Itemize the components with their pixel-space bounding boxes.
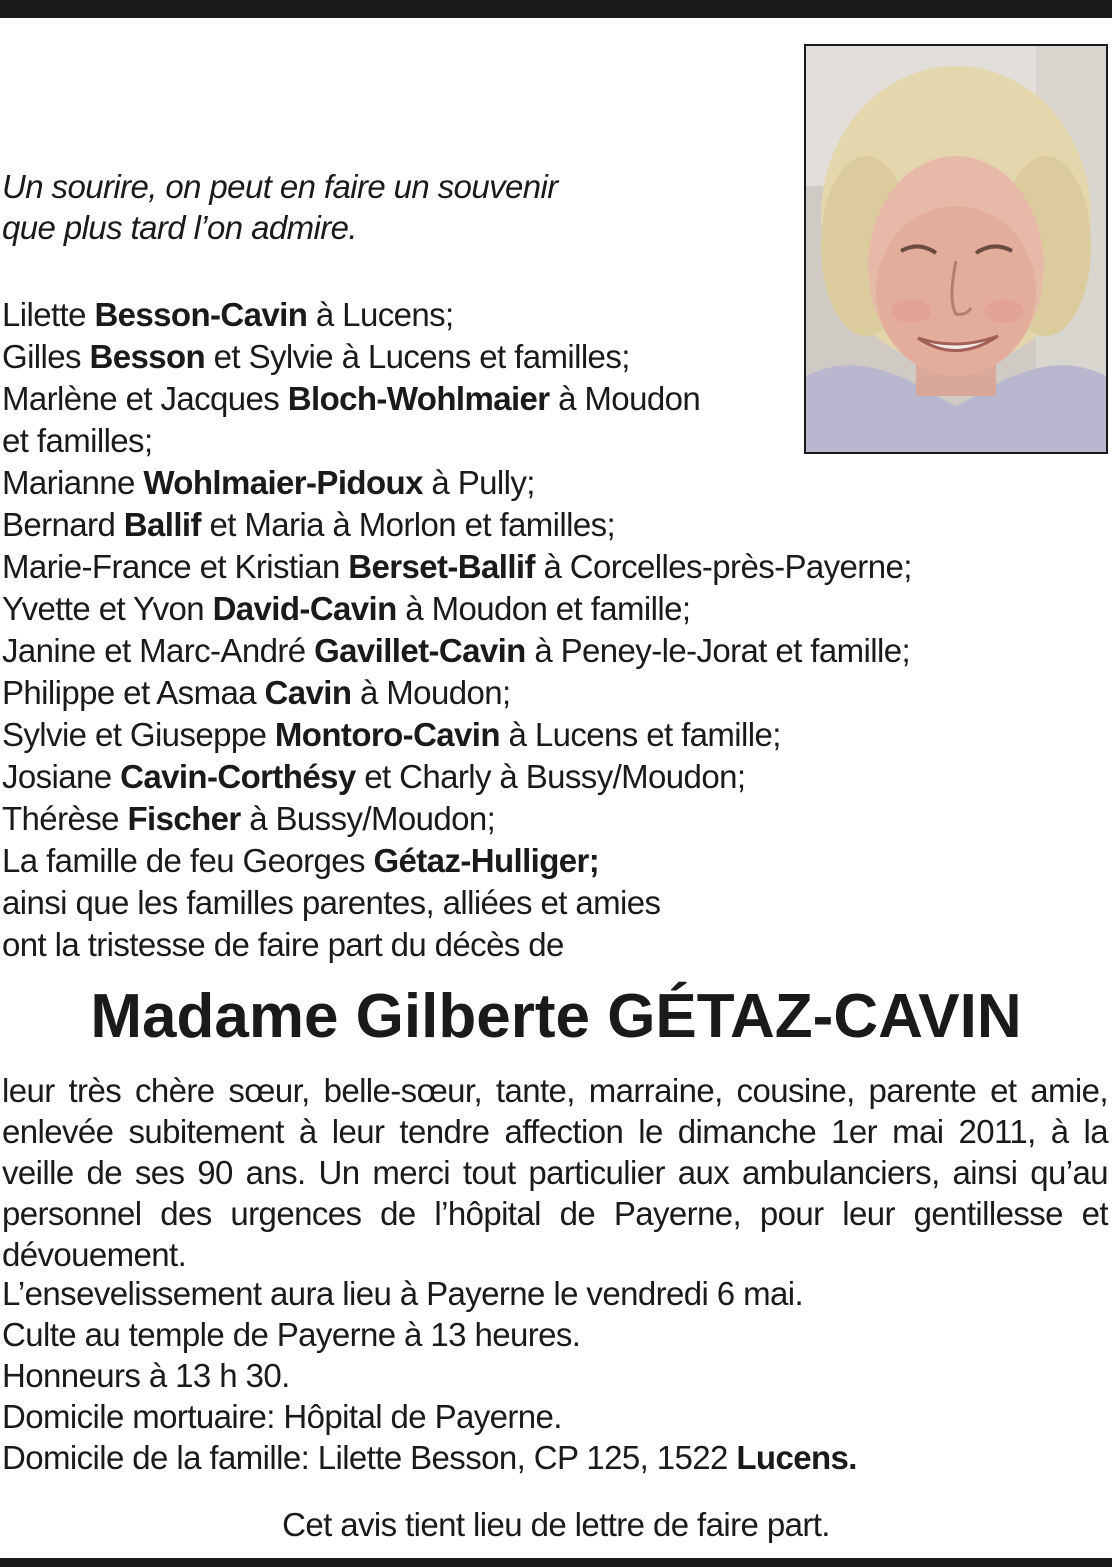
family-line: et familles; <box>2 422 153 459</box>
footer-note: Cet avis tient lieu de lettre de faire part. <box>282 1506 830 1543</box>
family-line: Marie-France et Kristian Berset-Ballif à Corcelles-près-Payerne; <box>2 548 912 585</box>
epigraph-quote <box>2 166 558 248</box>
family-line: Sylvie et Giuseppe Montoro-Cavin à Lucens et famille; <box>2 716 781 753</box>
family-line: Yvette et Yvon David-Cavin à Moudon et famille; <box>2 590 691 627</box>
quote-line-2: que plus tard l’on admire. <box>2 209 357 246</box>
mortuary-line: Domicile mortuaire: Hôpital de Payerne. <box>2 1398 562 1435</box>
bottom-rule <box>0 1558 1112 1567</box>
family-line: Lilette Besson-Cavin à Lucens; <box>2 296 454 333</box>
top-rule <box>0 0 1112 18</box>
service-line: Culte au temple de Payerne à 13 heures. <box>2 1316 581 1353</box>
family-line: Bernard Ballif et Maria à Morlon et familles; <box>2 506 616 543</box>
family-list <box>2 294 912 966</box>
burial-line: L’ensevelissement aura lieu à Payerne le vendredi 6 mai. <box>2 1275 804 1312</box>
deceased-name: Madame Gilberte GÉTAZ-CAVIN <box>90 982 1022 1051</box>
family-line: ainsi que les familles parentes, alliées et amies <box>2 884 661 921</box>
family-line: Philippe et Asmaa Cavin à Moudon; <box>2 674 511 711</box>
family-line: Thérèse Fischer à Bussy/Moudon; <box>2 800 496 837</box>
family-line: ont la tristesse de faire part du décès de <box>2 926 564 963</box>
family-line: Josiane Cavin-Corthésy et Charly à Bussy/Moudon; <box>2 758 746 795</box>
family-line: La famille de feu Georges Gétaz-Hulliger; <box>2 842 600 879</box>
family-line: Janine et Marc-André Gavillet-Cavin à Peney-le-Jorat et famille; <box>2 632 911 669</box>
family-line: Marianne Wohlmaier-Pidoux à Pully; <box>2 464 535 501</box>
family-address-line: Domicile de la famille: Lilette Besson, CP 125, 1522 Lucens. <box>2 1439 857 1476</box>
funeral-details <box>2 1273 857 1478</box>
announcement-paragraph: leur très chère sœur, belle-sœur, tante, marraine, cousine, parente et amie, enlevée subitement à leur tendre affection le dimanche 1er mai 2011, à la veille de ses 90 ans. Un merci tout particulier aux ambulanciers, ainsi qu’au personnel des urgences de l’hôpital de Payerne, pour leur gentillesse et dévouement. <box>2 1072 1108 1273</box>
family-line: Gilles Besson et Sylvie à Lucens et familles; <box>2 338 630 375</box>
honours-line: Honneurs à 13 h 30. <box>2 1357 290 1394</box>
family-line: Marlène et Jacques Bloch-Wohlmaier à Moudon <box>2 380 701 417</box>
quote-line-1: Un sourire, on peut en faire un souvenir <box>2 168 558 205</box>
